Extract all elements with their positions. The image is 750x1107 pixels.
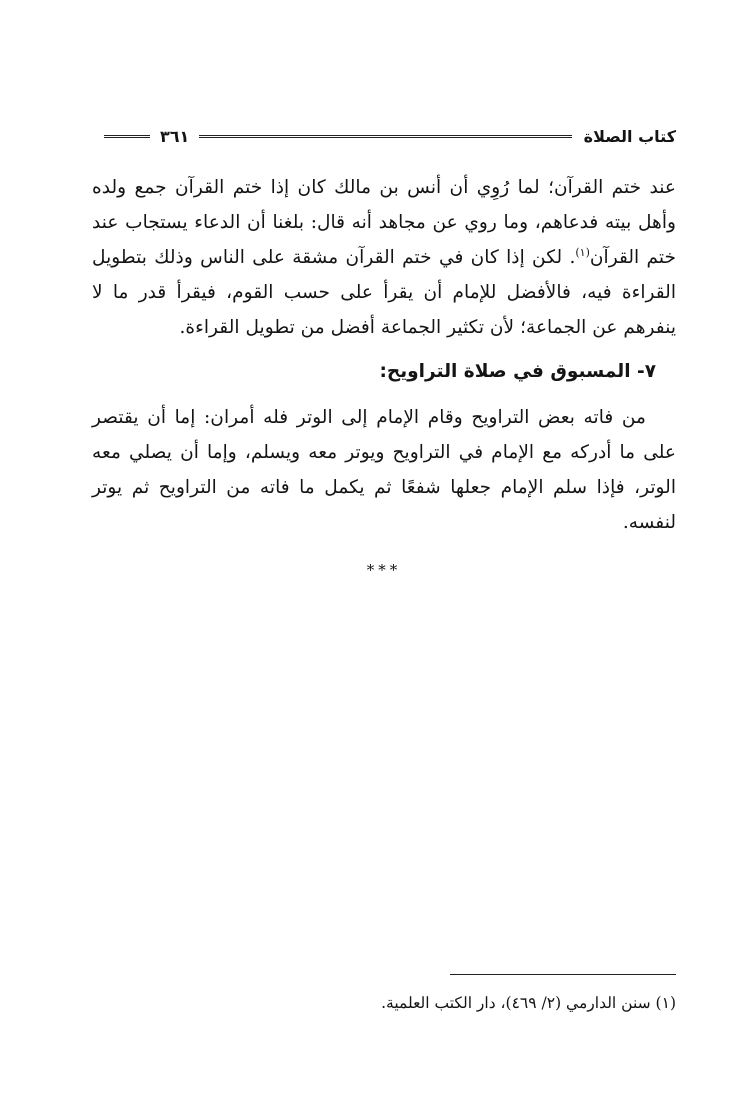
paragraph-text: عند ختم القرآن؛ لما رُوِي أن أنس بن مالك كان إذا ختم القرآن جمع ولده وأهل بيته فدعاهم، وما روي عن مجاهد أنه قال: بلغنا أن الدعاء يستجاب عند ختم القرآن (92, 177, 676, 268)
paragraph-text-continued: . لكن إذا كان في ختم القرآن مشقة على الناس وذلك بتطويل القراءة فيه، فالأفضل للإمام أن يقرأ على حسب القوم، فيقرأ قدر ما لا ينفرهم عن الجماعة؛ لأن تكثير الجماعة أفضل من تطويل القراءة. (92, 247, 676, 338)
footnote-divider (450, 974, 676, 975)
page-number: ٣٦١ (160, 126, 190, 146)
section-separator: *** (366, 561, 402, 579)
paragraph-latecomer: من فاته بعض التراويح وقام الإمام إلى الوتر فله أمران: إما أن يقتصر على ما أدركه مع الإمام في التراويح ويوتر معه ويسلم، وإما أن يصلي معه الوتر، فإذا سلم الإمام جعلها شفعًا ثم يكمل ما فاته من التراويح ثم يوتر لنفسه. (92, 407, 676, 533)
paragraph-closing-quran (92, 170, 676, 345)
running-header (104, 122, 676, 150)
header-rule-long (199, 135, 571, 138)
footnote-reference[interactable]: (١) (575, 245, 590, 259)
header-title: كتاب الصلاة (583, 126, 676, 146)
header-rule-short (104, 135, 150, 138)
section-heading: ٧- المسبوق في صلاة التراويح: (379, 361, 656, 382)
main-text (92, 170, 676, 580)
footnote-1: (١) سنن الدارمي (٢/ ٤٦٩)، دار الكتب العلمية. (381, 994, 676, 1012)
